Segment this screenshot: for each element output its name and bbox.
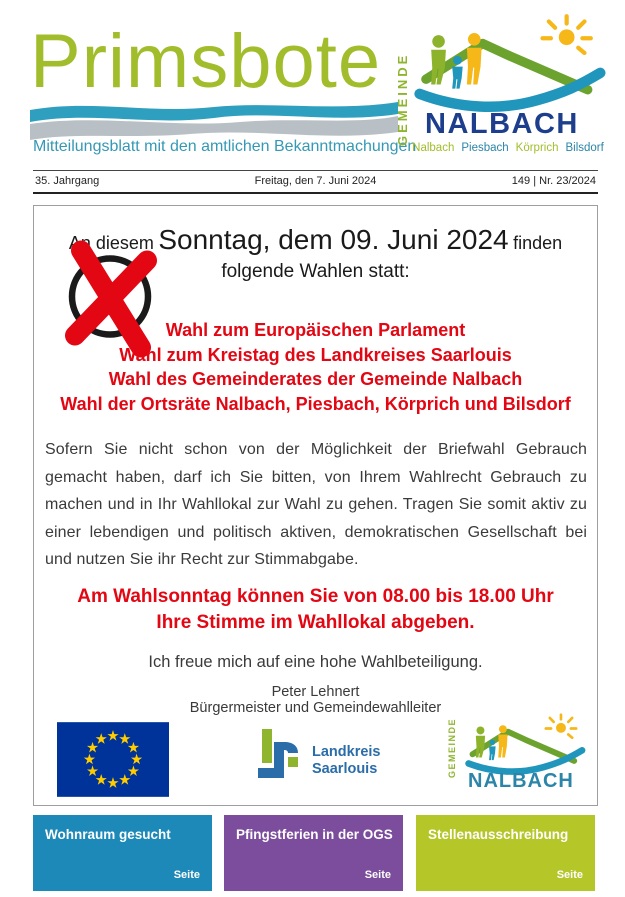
teaser-page-label: Seite: [173, 869, 200, 881]
voting-hours-line1: Am Wahlsonntag können Sie von 08.00 bis 18.00 Uhr: [77, 586, 554, 607]
voting-hours-line2: Ihre Stimme im Wahllokal abgeben.: [156, 612, 475, 633]
heading-prefix: An diesem: [68, 233, 154, 253]
teaser-wohnraum: [33, 815, 212, 891]
teaser-page-label: Seite: [556, 869, 583, 881]
masthead-subtitle: Mitteilungsblatt mit den amtlichen Bekanntmachungen: [33, 138, 417, 155]
landkreis-saarlouis-icon: [248, 728, 304, 790]
teaser-title: Wohnraum gesucht: [45, 827, 171, 842]
nalbach-landscape-icon: [411, 12, 611, 117]
district-name: Nalbach: [412, 142, 455, 154]
footer-nalbach-logo: [447, 712, 602, 802]
body-paragraph: Sofern Sie nicht schon von der Möglichkeit der Briefwahl Gebrauch gemacht haben, darf ich Sie bitten, von Ihrem Wahlrecht Gebrauch zu machen und in Ihr Wahllokal zur Wahl zu gehen. Tragen Sie somit aktiv zu einer lebendigen und politisch aktiven, demokratischen Gesellschaft bei und nutzen Sie ihr Recht zur Stimmabgabe.: [45, 441, 587, 568]
municipality-logo: [393, 10, 615, 162]
district-name: Piesbach: [461, 142, 509, 154]
election-list: [33, 318, 598, 416]
signature-title: Bürgermeister und Gemeindewahlleiter: [189, 700, 442, 716]
gemeinde-vertical-label: GEMEINDE: [447, 717, 457, 778]
issue-date: Freitag, den 7. Juni 2024: [254, 175, 377, 187]
teaser-title: Pfingstferien in der OGS: [236, 827, 393, 842]
voting-hours-highlight: [33, 584, 598, 636]
closing-line: Ich freue mich auf eine hohe Wahlbeteiligung.: [148, 653, 483, 671]
masthead-wave-graphic: [30, 94, 398, 144]
landkreis-label-line1: Landkreis: [312, 744, 381, 760]
landkreis-saarlouis-label: [312, 744, 381, 778]
heading-date: Sonntag, dem 09. Juni 2024: [158, 224, 509, 255]
announcement-heading-line2: folgende Wahlen statt:: [221, 261, 410, 282]
district-name: Körprich: [515, 142, 559, 154]
teaser-stellenausschreibung: [416, 815, 595, 891]
issue-number: 149 | Nr. 23/2024: [511, 175, 596, 187]
nalbach-landscape-icon: [460, 712, 592, 778]
heading-suffix: finden: [513, 233, 563, 253]
teaser-title: Stellenausschreibung: [428, 827, 569, 842]
gemeinde-vertical-label: GEMEINDE: [395, 52, 410, 146]
landkreis-label-line2: Saarlouis: [312, 761, 378, 777]
nalbach-wordmark: NALBACH: [468, 770, 574, 792]
teaser-page-label: Seite: [364, 869, 391, 881]
signature-name: Peter Lehnert: [271, 684, 360, 700]
election-item: Wahl zum Europäischen Parlament: [165, 320, 466, 340]
election-item: Wahl zum Kreistag des Landkreises Saarlouis: [119, 344, 512, 365]
masthead-title: Primsbote: [30, 19, 382, 104]
election-item: Wahl der Ortsräte Nalbach, Piesbach, Körprich und Bilsdorf: [60, 393, 571, 414]
nalbach-wordmark: NALBACH: [425, 108, 579, 140]
eu-flag-icon: [57, 722, 169, 797]
issue-bar: [33, 170, 598, 194]
issue-volume: 35. Jahrgang: [35, 175, 100, 187]
election-item: Wahl des Gemeinderates der Gemeinde Nalbach: [108, 369, 523, 389]
district-names: [401, 142, 615, 154]
district-name: Bilsdorf: [565, 142, 604, 154]
teaser-pfingstferien: [224, 815, 403, 891]
